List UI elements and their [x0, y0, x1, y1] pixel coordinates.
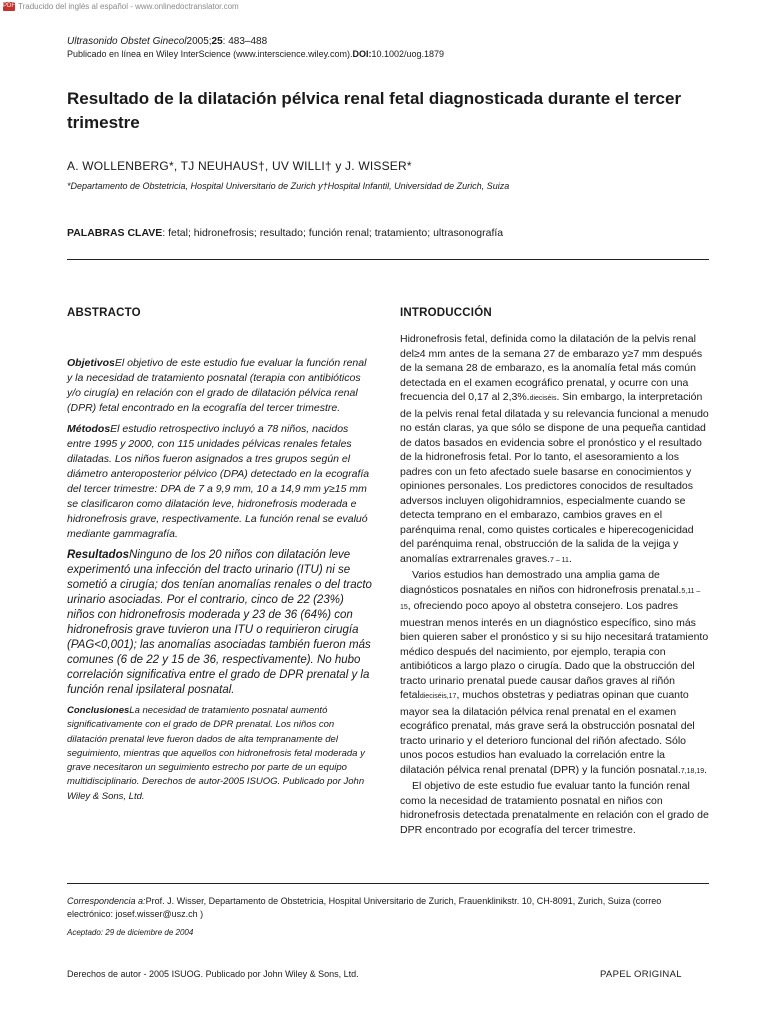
doi-value: 10.1002/uog.1879	[371, 49, 445, 59]
intro-p2-text-b: , ofreciendo poco apoyo al obstetra consejero. Los padres muestran menos interés en un diagnóstico específico, sino más bien quieren saber el pronóstico y si su hijo necesitará tratamiento médico después del nacimiento, por ejemplo, terapia con antibióticos a largo plazo o cirugía. Dado que la obstrucción del tracto urinario prenatal puede causar daños graves al riñón fetal	[400, 600, 709, 701]
citation-ref: dieciséis,17	[419, 693, 457, 700]
results-text: Ninguno de los 20 niños con dilatación leve experimentó una infección del tracto urinario (ITU) ni se sometió a cirugía; dos tenían anomalías renales o del tracto urinario asociadas. Por el contrario, cinco de 22 (23%) niños con hidronefrosis moderada y 23 de 36 (64%) con hidronefrosis grave tuvieron una ITU o requirieron cirugía (PAG<0,001); las anomalías asociadas también fueron más comunes (6 de 22 y 15 de 36, respectivamente). No hubo correlación significativa entre el grado de DPR prenatal y la función renal ipsilateral posnatal.	[67, 549, 372, 696]
intro-p1-text-a: Hidronefrosis fetal, definida como la dilatación de la pelvis renal del≥4 mm antes de la semana 27 de embarazo y≥7 mm después de la semana 28 de embarazo, es la anomalía fetal más común detectada en el examen ecográfico prenatal, y ocurre con una frecuencia del 0,17 al 2,3%.	[400, 333, 703, 403]
methods-text: El estudio retrospectivo incluyó a 78 niños, nacidos entre 1995 y 2000, con 115 unidades pélvicas renales fetales dilatadas. Los niños fueron asignados a tres grupos según el diámetro anteroposterior pélvico (DPA) detectado en la ecografía del tercer trimestre: DPA de 7 a 9,9 mm, 10 a 14,9 mm y≥15 mm se clasificaron como dilatación leve, hidronefrosis moderada e hidronefrosis grave, respectivamente. La función renal se evaluó mediante gammagrafía.	[67, 423, 370, 540]
footer-divider	[67, 883, 709, 884]
accepted-date: Aceptado: 29 de diciembre de 2004	[67, 928, 194, 937]
objectives-text: El objetivo de este estudio fue evaluar la función renal y la necesidad de tratamiento posnatal (terapia con antibióticos y/o cirugía) en relación con el grado de dilatación pélvica renal (DPR) fetal encontrado en la ecografía del tercer trimestre.	[67, 357, 367, 414]
conclusions-text: La necesidad de tratamiento posnatal aumentó significativamente con el grado de DPR prenatal. Los niños con dilatación prenatal leve fueron dados de alta tempranamente del seguimiento, mientras que aquellos con hidronefrosis fetal moderada y grave necesitaron un seguimiento estrecho por parte de un equipo multidisciplinario. Derechos de autor-2005 ISUOG. Publicado por John Wiley & Sons, Ltd.	[67, 705, 365, 802]
keywords-label: PALABRAS CLAVE	[67, 227, 163, 239]
abstract-conclusions	[67, 704, 373, 804]
citation-ref: 5,11 – 15	[400, 587, 701, 611]
intro-p1-text-b: . Sin embargo, la interpretación de la pelvis renal fetal dilatada y su relevancia funcional a menudo no están claras, ya que sólo se dispone de una pequeña cantidad de datos basados en evidencia sobre el pronóstico y el resultado de la hidronefrosis fetal. Por lo tanto, el asesoramiento a los padres con un feto afectado suele basarse en conocimientos y opiniones personales. Los predictores conocidos de resultados adversos incluyen oligohidramnios, especialmente cuando se detecta temprano en el embarazo, cambios graves en el parénquima renal, como quistes corticales e hiperecogenicidad del parénquima renal, obstrucción de la salida de la vejiga y anomalías extrarrenales graves.	[400, 391, 709, 565]
article-title: Resultado de la dilatación pélvica renal fetal diagnosticada durante el tercer trimestre	[67, 89, 682, 132]
pdf-translator-logo-icon: PDF	[3, 2, 15, 9]
objectives-label: Objetivos	[67, 357, 115, 369]
keywords	[67, 226, 503, 240]
translation-banner	[0, 0, 239, 12]
header-divider	[67, 259, 709, 260]
conclusions-label: Conclusiones	[67, 705, 130, 716]
results-label: Resultados	[67, 549, 129, 561]
correspondence-text: Prof. J. Wisser, Departamento de Obstetricia, Hospital Universitario de Zurich, Frauenklinikstr. 10, CH-8091, Zurich, Suiza (correo electrónico: josef.wisser@usz.ch )	[67, 896, 662, 919]
journal-volume: 25	[211, 36, 223, 47]
intro-p2-text-c: , muchos obstetras y pediatras opinan que cuanto mayor sea la dilatación pélvica renal prenatal en el examen ecográfico prenatal, más grave será la obstrucción posnatal del tracto urinario y el deterioro funcional del riñón afectado. Sólo unos pocos estudios han evaluado la correlación entre la dilatación pélvica renal prenatal (DPR) y la función posnatal.	[400, 689, 695, 776]
copyright-notice: Derechos de autor - 2005 ISUOG. Publicado por John Wiley & Sons, Ltd.	[67, 969, 359, 979]
publication-line	[67, 48, 444, 60]
intro-p2-text-a: Varios estudios han demostrado una amplia gama de diagnósticos posnatales en niños con hidronefrosis prenatal.	[400, 569, 682, 596]
citation-ref: dieciséis	[529, 395, 557, 402]
doi-label: DOI:	[352, 49, 372, 59]
translation-banner-text[interactable]: Traducido del inglés al español - www.onlinedoctranslator.com	[18, 1, 239, 11]
intro-p1-text-c: .	[568, 552, 572, 565]
published-online-text: Publicado en línea en Wiley InterScience (www.interscience.wiley.com).	[67, 49, 353, 59]
citation-ref: 7,18,19	[680, 767, 705, 775]
journal-year: 2005;	[186, 36, 212, 47]
abstract-results	[67, 548, 373, 698]
intro-paragraph-3: El objetivo de este estudio fue evaluar tanto la función renal como la necesidad de tratamiento posnatal en niños con hidronefrosis detectada prenatalmente en relación con el grado de DPR encontrado por ecografía del tercer trimestre.	[400, 780, 709, 836]
author-affiliations: *Departamento de Obstetricia, Hospital Universitario de Zurich y†Hospital Infantil, Universidad de Zurich, Suiza	[67, 181, 510, 191]
correspondence-label: Correspondencia a:	[67, 896, 146, 906]
abstract-objectives	[67, 356, 373, 416]
methods-label: Métodos	[67, 423, 111, 435]
keywords-text: : fetal; hidronefrosis; resultado; función renal; tratamiento; ultrasonografía	[162, 227, 504, 239]
abstract-heading: ABSTRACTO	[67, 307, 141, 319]
journal-citation	[67, 35, 267, 48]
journal-pages: : 483–488	[222, 36, 268, 47]
abstract-body	[67, 356, 373, 810]
paper-type-label: PAPEL ORIGINAL	[600, 969, 682, 980]
abstract-methods	[67, 422, 373, 542]
introduction-heading: INTRODUCCIÓN	[400, 307, 492, 319]
author-list: A. WOLLENBERG*, TJ NEUHAUS†, UV WILLI† y J. WISSER*	[67, 159, 412, 173]
introduction-body	[400, 332, 710, 837]
citation-ref: 7 – 11	[550, 556, 569, 564]
intro-p2-text-d: .	[704, 763, 708, 776]
intro-paragraph-2	[400, 568, 710, 779]
intro-paragraph-1	[400, 332, 710, 568]
correspondence-note	[67, 895, 707, 921]
journal-name: Ultrasonido Obstet Ginecol	[67, 36, 187, 47]
